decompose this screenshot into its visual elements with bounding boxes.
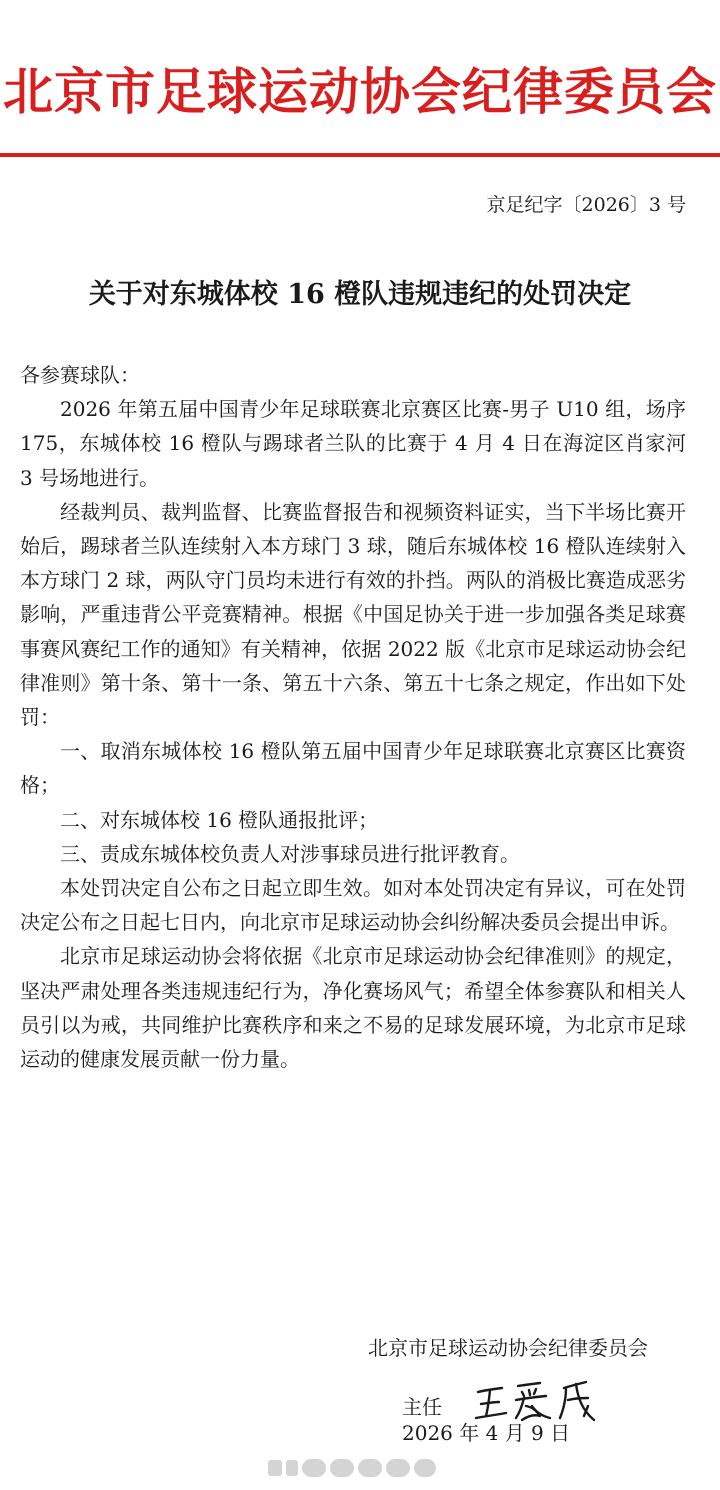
paragraph-penalty-1: 一、取消东城体校 16 橙队第五届中国青少年足球联赛北京赛区比赛资格； xyxy=(20,739,686,798)
salutation: 各参赛球队： xyxy=(20,363,140,387)
paragraph-effective: 本处罚决定自公布之日起立即生效。如对本处罚决定有异议，可在处罚决定公布之日起七日内，向北京市足球运动协会纠纷解决委员会提出申诉。 xyxy=(20,876,686,935)
document-number: 京足纪字〔2026〕3 号 xyxy=(486,194,686,216)
document-body xyxy=(20,358,686,1076)
paragraph-penalty-2: 二、对东城体校 16 橙队通报批评； xyxy=(60,807,379,832)
paragraph-match-info: 2026 年第五届中国青少年足球联赛北京赛区比赛-男子 U10 组，场序 175，东城体校 16 橙队与踢球者兰队的比赛于 4 月 4 日在海淀区肖家河 3 号场地进行。 xyxy=(20,397,686,490)
signature-title-label: 主任 xyxy=(402,1395,442,1419)
paragraph-closing: 北京市足球运动协会将依据《北京市足球运动协会纪律准则》的规定，坚决严肃处理各类违规违纪行为，净化赛场风气；希望全体参赛队和相关人员引以为戒，共同维护比赛秩序和来之不易的足球发展环境，为北京市足球运动的健康发展贡献一份力量。 xyxy=(20,944,686,1072)
document-title: 关于对东城体校 16 橙队违规违纪的处罚决定 xyxy=(88,279,632,310)
weibo-watermark-icon xyxy=(268,1453,438,1483)
signature-date: 2026 年 4 月 9 日 xyxy=(402,1421,571,1445)
paragraph-findings: 经裁判员、裁判监督、比赛监督报告和视频资料证实，当下半场比赛开始后，踢球者兰队连续射入本方球门 3 球，随后东城体校 16 橙队连续射入本方球门 2 球，两队守门员均未进行有效的扑挡。两队的消极比赛造成恶劣影响，严重违背公平竞赛精神。根据《中国足协关于进一步加强各类足球赛事赛风赛纪工作的通知》有关精神，依据 2022 版《北京市足球运动协会纪律准则》第十条、第十一条、第五十六条、第五十七条之规定，作出如下处罚： xyxy=(20,499,686,730)
signature-org: 北京市足球运动协会纪律委员会 xyxy=(368,1336,648,1360)
header-org-name: 北京市足球运动协会纪律委员会 xyxy=(3,62,717,121)
red-divider xyxy=(0,153,720,157)
paragraph-penalty-3: 三、责成东城体校负责人对涉事球员进行批评教育。 xyxy=(60,841,520,866)
